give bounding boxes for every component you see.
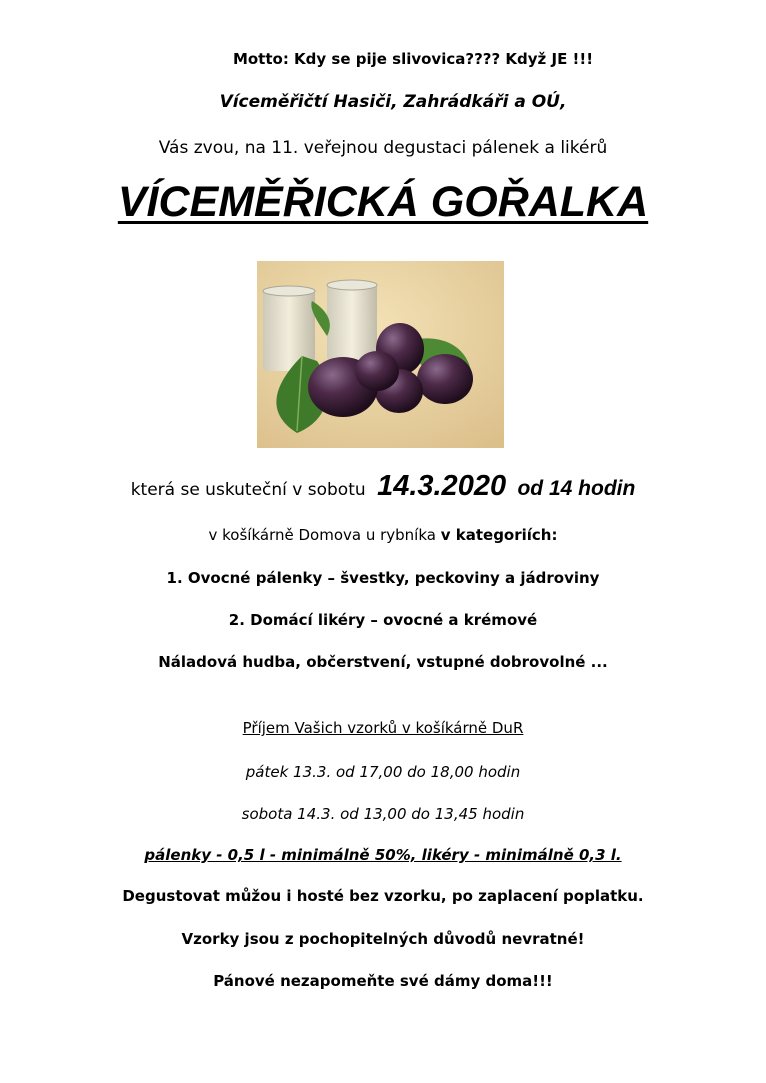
date-line xyxy=(0,470,766,503)
event-title: VÍCEMĚŘICKÁ GOŘALKA xyxy=(117,178,649,226)
date-prefix: která se uskuteční v sobotu xyxy=(130,480,366,500)
plums-photo xyxy=(257,261,504,448)
invitation-line: Vás zvou, na 11. veřejnou degustaci pálenek a likérů xyxy=(158,138,608,158)
reception-saturday: sobota 14.3. od 13,00 do 13,45 hodin xyxy=(241,805,525,823)
nonreturn-note: Vzorky jsou z pochopitelných důvodů nevratné! xyxy=(181,930,585,948)
volume-requirements: pálenky - 0,5 l - minimálně 50%, likéry - minimálně 0,3 l. xyxy=(144,846,622,864)
categories-label: v kategoriích: xyxy=(440,526,558,544)
event-time: od 14 hodin xyxy=(517,477,636,500)
reception-heading: Příjem Vašich vzorků v košíkárně DuR xyxy=(242,719,524,737)
closing-note: Pánové nezapomeňte své dámy doma!!! xyxy=(213,972,553,990)
fee-note: Degustovat můžou i hosté bez vzorku, po zaplacení poplatku. xyxy=(122,887,644,905)
motto: Motto: Kdy se pije slivovica???? Když JE !!! xyxy=(232,50,594,68)
place-line xyxy=(0,526,766,544)
reception-friday: pátek 13.3. od 17,00 do 18,00 hodin xyxy=(245,763,521,781)
event-date: 14.3.2020 xyxy=(377,470,507,502)
extras-line: Náladová hudba, občerstvení, vstupné dobrovolné ... xyxy=(158,653,608,671)
category-2: 2. Domácí likéry – ovocné a krémové xyxy=(228,611,538,629)
category-1: 1. Ovocné pálenky – švestky, peckoviny a jádroviny xyxy=(166,569,600,587)
place-text: v košíkárně Domova u rybníka xyxy=(208,526,436,544)
hosts-line: Víceměřičtí Hasiči, Zahrádkáři a OÚ, xyxy=(219,92,567,112)
